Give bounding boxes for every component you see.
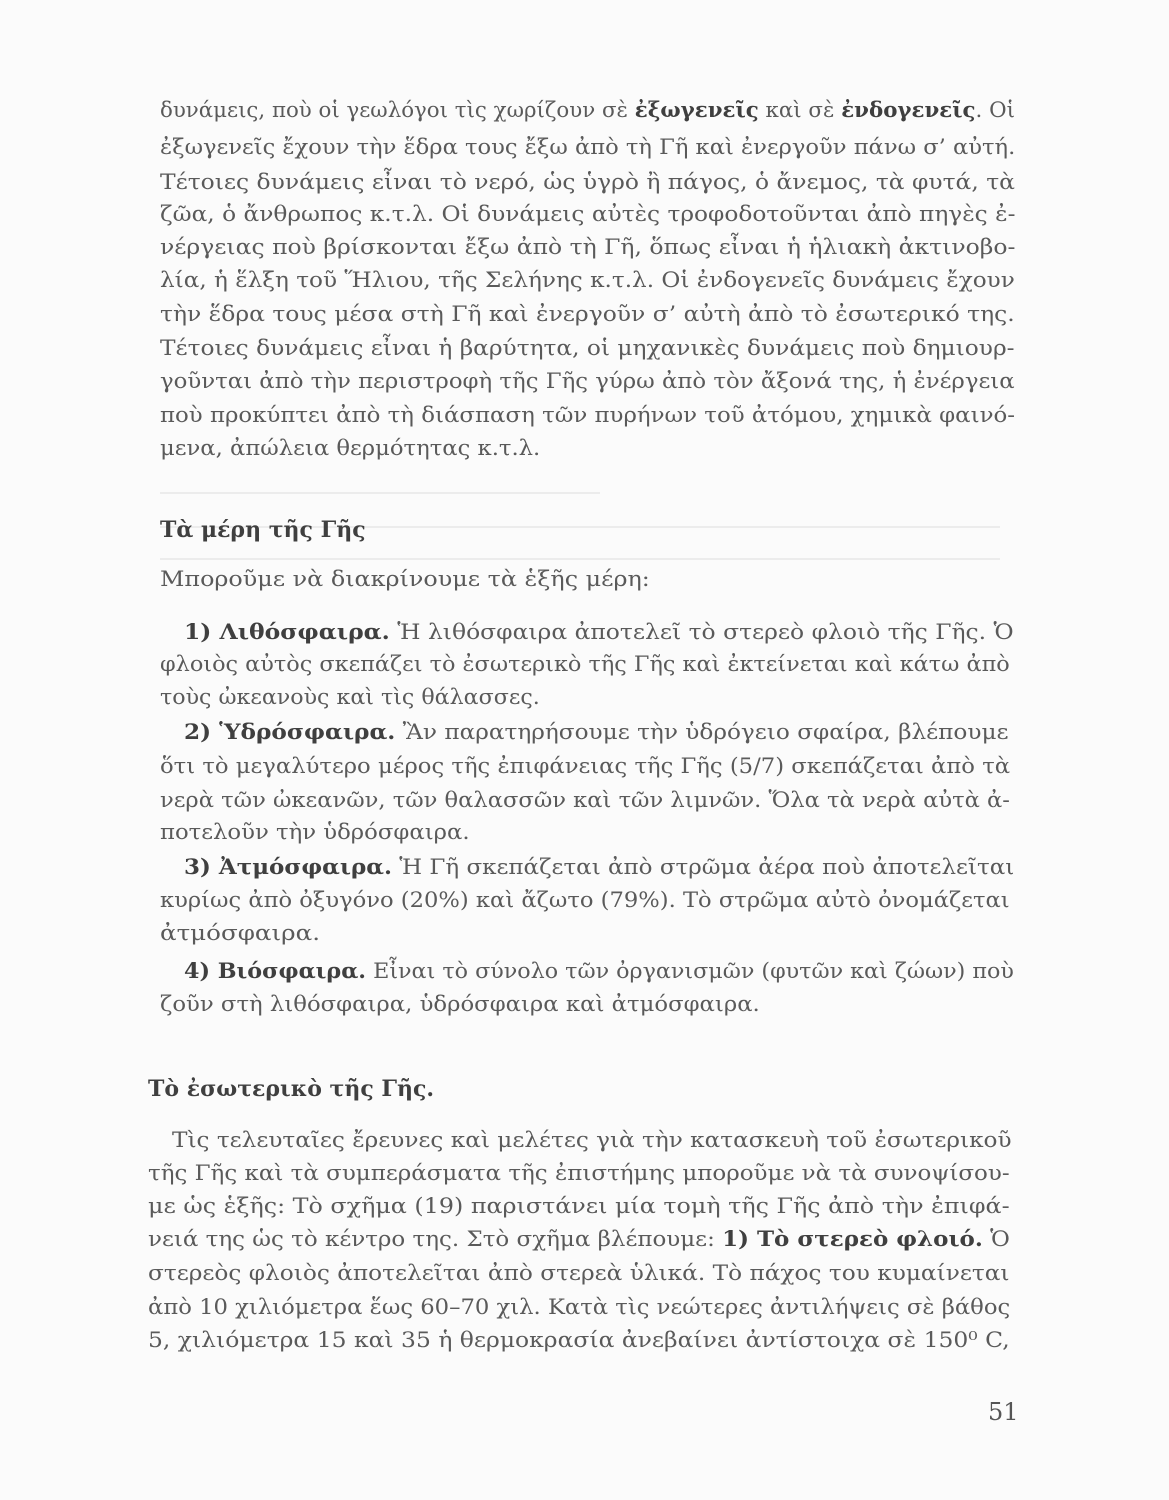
text-line [172,1126,1012,1156]
text-run: Τέτοιες δυνάμεις εἶναι τὸ νερό, ὡς ὑγρὸ ἢ πάγος, ὁ ἄνεμος, τὰ φυτά, τὰ [160,170,1015,195]
text-line [160,886,1010,916]
text-run: Τὶς τελευταῖες ἔρευνες καὶ μελέτες γιὰ τὴν κατασκευὴ τοῦ ἐσωτερικοῦ [172,1128,1012,1153]
text-run: ἀπὸ 10 χιλιόμετρα ἕως 60–70 χιλ. Κατὰ τὶς νεώτερες ἀντιλήψεις σὲ βάθος [148,1295,1011,1320]
text-line [148,1259,1010,1289]
show-through-line [160,492,600,494]
text-line [160,818,470,848]
text-line [160,650,1010,680]
text-line [148,1159,1010,1189]
heading-earth-interior: Τὸ ἐσωτερικὸ τῆς Γῆς. [148,1076,435,1102]
text-line [160,334,1015,364]
text-run: ποὺ προκύπτει ἀπὸ τὴ διάσπαση τῶν πυρήνων τοῦ ἀτόμου, χημικὰ φαινό- [160,403,1015,428]
show-through-line [160,558,1000,560]
text-run: ἀτμόσφαιρα. [160,921,321,946]
text-run: Ἡ Γῆ σκεπάζεται ἀπὸ στρῶμα ἀέρα ποὺ ἀποτελεῖται [391,855,1015,880]
text-line [160,233,1015,263]
text-line [148,1326,1010,1356]
text-line [160,300,1015,330]
text-run: ὅτι τὸ μεγαλύτερο μέρος τῆς ἐπιφάνειας τῆς Γῆς (5/7) σκεπάζεται ἀπὸ τὰ [160,754,1011,779]
text-run: μενα, ἀπώλεια θερμότητας κ.τ.λ. [160,436,541,461]
page-number: 51 [988,1398,1019,1426]
text-line [160,133,1015,163]
bold-term: ἐξωγενεῖς [634,98,759,123]
text-run: νειά της ὡς τὸ κέντρο της. Στὸ σχῆμα βλέπουμε: [148,1227,723,1252]
text-run: Ἂν παρατηρήσουμε τὴν ὑδρόγειο σφαίρα, βλέπουμε [395,720,1009,745]
text-run: Μποροῦμε νὰ διακρίνουμε τὰ ἑξῆς μέρη: [160,567,650,592]
text-line [160,168,1015,198]
bold-term: 1) Λιθόσφαιρα. [184,620,390,645]
text-run: Ὁ [982,1227,1010,1252]
text-line [148,1192,1010,1222]
text-run: 5, χιλιόμετρα 15 καὶ 35 ἡ θερμοκρασία ἀνεβαίνει ἀντίστοιχα σὲ 150⁰ C, [148,1328,1010,1353]
text-run: τοὺς ὠκεανοὺς καὶ τὶς θάλασσες. [160,685,540,710]
text-line [184,853,1014,883]
text-line [148,1293,1010,1323]
text-run: καὶ σὲ [758,98,842,123]
text-line [184,718,1009,748]
text-run: φλοιὸς αὐτὸς σκεπάζει τὸ ἐσωτερικὸ τῆς Γῆς καὶ ἐκτείνεται καὶ κάτω ἀπὸ [160,652,1010,677]
bold-term: 4) Βιόσφαιρα. [184,959,367,984]
text-run: με ὡς ἑξῆς: Τὸ σχῆμα (19) παριστάνει μία τομὴ τῆς Γῆς ἀπὸ τὴν ἐπιφά- [148,1194,1010,1219]
text-line [160,990,760,1020]
text-run: νερὰ τῶν ὠκεανῶν, τῶν θαλασσῶν καὶ τῶν λιμνῶν. Ὅλα τὰ νερὰ αὐτὰ ἀ- [160,788,1010,813]
text-line [184,618,1014,648]
text-run: τὴν ἕδρα τους μέσα στὴ Γῆ καὶ ἐνεργοῦν σ’ αὐτὴ ἀπὸ τὸ ἐσωτερικό της. [160,302,1015,327]
text-run: Ἡ λιθόσφαιρα ἀποτελεῖ τὸ στερεὸ φλοιὸ τῆς Γῆς. Ὁ [389,620,1014,645]
text-run: δυνάμεις, ποὺ οἱ γεωλόγοι τὶς χωρίζουν σὲ [160,98,635,123]
bold-term: 2) Ὑδρόσφαιρα. [184,720,396,745]
text-run: κυρίως ἀπὸ ὀξυγόνο (20%) καὶ ἄζωτο (79%). Τὸ στρῶμα αὐτὸ ὀνομάζεται [160,888,1010,913]
text-run: γοῦνται ἀπὸ τὴν περιστροφὴ τῆς Γῆς γύρω ἀπὸ τὸν ἄξονά της, ἡ ἐνέργεια [160,369,1015,394]
text-run: στερεὸς φλοιὸς ἀποτελεῖται ἀπὸ στερεὰ ὑλικά. Τὸ πάχος του κυμαίνεται [148,1261,1010,1286]
text-line [160,266,1015,296]
text-line [160,919,320,949]
text-run: ἐξωγενεῖς ἔχουν τὴν ἕδρα τους ἔξω ἀπὸ τὴ Γῆ καὶ ἐνεργοῦν πάνω σ’ αὐτή. [160,135,1016,160]
bold-term: 3) Ἀτμόσφαιρα. [184,855,392,880]
text-line [160,786,1010,816]
text-run: ποτελοῦν τὴν ὑδρόσφαιρα. [160,820,470,845]
text-line [184,957,1014,987]
text-run: . Οἱ [975,98,1015,123]
text-run: νέργειας ποὺ βρίσκονται ἔξω ἀπὸ τὴ Γῆ, ὅπως εἶναι ἡ ἡλιακὴ ἀκτινοβο- [160,235,1016,260]
text-run: λία, ἡ ἕλξη τοῦ Ἥλιου, τῆς Σελήνης κ.τ.λ. Οἱ ἐνδογενεῖς δυνάμεις ἔχουν [160,268,1015,293]
text-run: τῆς Γῆς καὶ τὰ συμπεράσματα τῆς ἐπιστήμης μποροῦμε νὰ τὰ συνοψίσου- [148,1161,1010,1186]
text-line [160,752,1010,782]
text-run: Τέτοιες δυνάμεις εἶναι ἡ βαρύτητα, οἱ μηχανικὲς δυνάμεις ποὺ δημιουρ- [160,336,1015,361]
text-line [160,200,1015,230]
bold-term: 1) Τὸ στερεὸ φλοιό. [722,1227,983,1252]
bold-term: ἐνδογενεῖς [841,98,976,123]
text-line [160,565,650,595]
text-run: ζοῦν στὴ λιθόσφαιρα, ὑδρόσφαιρα καὶ ἀτμόσφαιρα. [160,992,760,1017]
text-line [160,401,1015,431]
text-run: ζῶα, ὁ ἄνθρωπος κ.τ.λ. Οἱ δυνάμεις αὐτὲς τροφοδοτοῦνται ἀπὸ πηγὲς ἐ- [160,202,1016,227]
text-line [160,683,540,713]
text-run: Εἶναι τὸ σύνολο τῶν ὀργανισμῶν (φυτῶν καὶ ζώων) ποὺ [366,959,1014,984]
text-line [160,96,1015,126]
text-line [160,434,540,464]
text-line [160,367,1015,397]
text-line [148,1225,1010,1255]
heading-parts-of-earth: Τὰ μέρη τῆς Γῆς [160,517,366,543]
